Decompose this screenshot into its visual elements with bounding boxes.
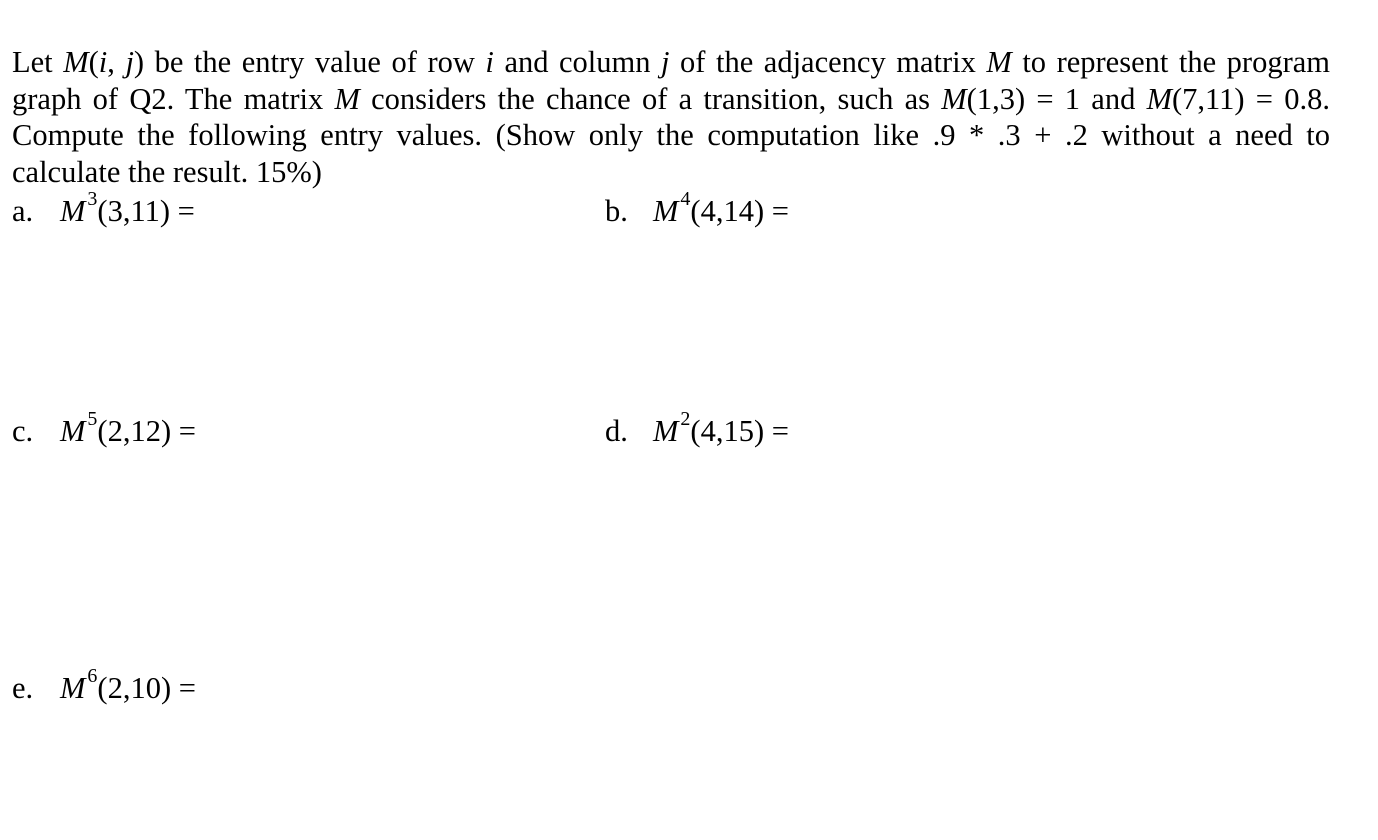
document bbox=[12, 44, 1330, 190]
matrix-entry: (2,10) = bbox=[97, 671, 196, 705]
question-item-d bbox=[605, 408, 789, 449]
matrix-symbol: M bbox=[60, 671, 86, 705]
matrix-symbol: M bbox=[653, 414, 679, 448]
matrix-power: 6 bbox=[87, 665, 98, 687]
question-item-c bbox=[12, 408, 196, 449]
matrix-symbol: M bbox=[653, 194, 679, 228]
paragraph-line-2: graph of Q2. The matrix M considers the chance of a transition, such as M(1,3) = 1 and M(7,11) = 0.8. bbox=[12, 81, 1330, 116]
matrix-symbol: M bbox=[60, 194, 86, 228]
item-letter: e. bbox=[12, 671, 34, 705]
question-item-e bbox=[12, 665, 196, 706]
paragraph-line-3: Compute the following entry values. (Show only the computation like .9 * .3 + .2 without a need to bbox=[12, 118, 1330, 152]
matrix-power: 3 bbox=[87, 188, 98, 210]
question-item-a bbox=[12, 188, 195, 229]
matrix-entry: (4,15) = bbox=[690, 414, 789, 448]
question-paragraph bbox=[12, 44, 1330, 190]
paragraph-line-4: calculate the result. 15%) bbox=[12, 154, 322, 189]
item-letter: a. bbox=[12, 194, 34, 228]
matrix-power: 2 bbox=[680, 408, 691, 430]
matrix-entry: (2,12) = bbox=[97, 414, 196, 448]
matrix-power: 4 bbox=[680, 188, 691, 210]
matrix-entry: (3,11) = bbox=[97, 194, 195, 228]
item-letter: d. bbox=[605, 414, 628, 448]
question-item-b bbox=[605, 188, 789, 229]
matrix-entry: (4,14) = bbox=[690, 194, 789, 228]
item-letter: b. bbox=[605, 194, 628, 228]
matrix-symbol: M bbox=[60, 414, 86, 448]
item-letter: c. bbox=[12, 414, 34, 448]
matrix-power: 5 bbox=[87, 408, 98, 430]
paragraph-line-1: Let M(i, j) be the entry value of row i and column j of the adjacency matrix M to represent the program bbox=[12, 45, 1331, 79]
